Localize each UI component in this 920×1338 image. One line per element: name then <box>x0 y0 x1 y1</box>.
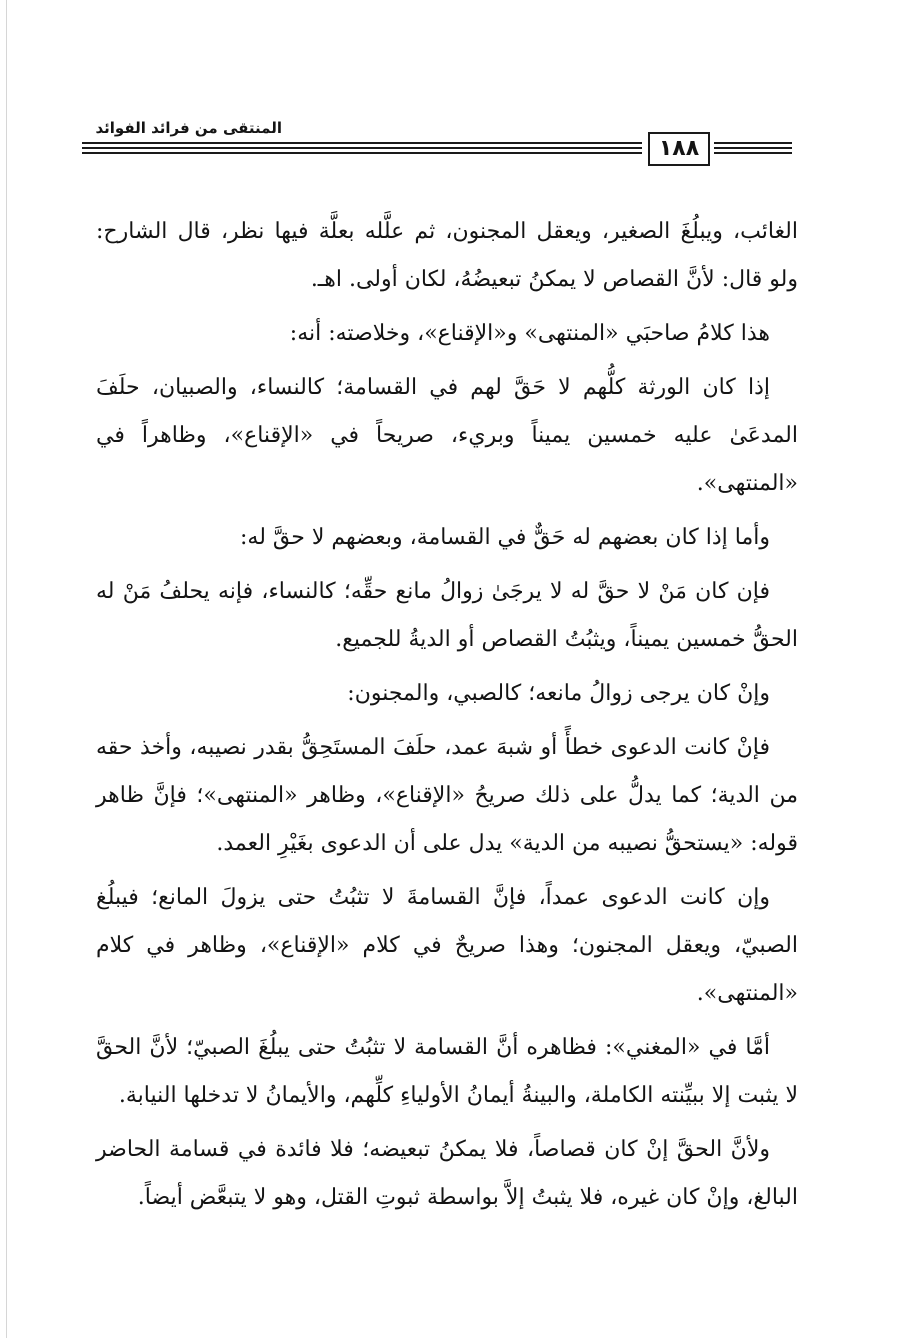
header-rule <box>714 142 792 144</box>
paragraph: إذا كان الورثة كلُّهم لا حَقَّ لهم في القسامة؛ كالنساء، والصبيان، حلَفَ المدعَىٰ عليه خمسين يميناً وبريء، صريحاً في «الإقناع»، وظاهراً في «المنتهى». <box>96 375 798 496</box>
paragraph: فإن كان مَنْ لا حقَّ له لا يرجَىٰ زوالُ مانع حقِّه؛ كالنساء، فإنه يحلفُ مَنْ له الحقُّ خمسين يميناً، ويثبُتُ القصاص أو الديةُ للجميع. <box>96 579 798 652</box>
running-title: المنتقى من فرائد الفوائد <box>95 119 282 137</box>
paragraph: أمَّا في «المغني»: فظاهره أنَّ القسامة لا تثبُتُ حتى يبلُغَ الصبيّ؛ لأنَّ الحقَّ لا يثبت إلا ببيِّنته الكاملة، والبينةُ أيمانُ الأولياءِ كلِّهم، والأيمانُ لا تدخلها النيابة. <box>96 1035 798 1108</box>
paragraph: وإن كانت الدعوى عمداً، فإنَّ القسامةَ لا تثبُتُ حتى يزولَ المانع؛ فيبلُغ الصبيّ، ويعقل المجنون؛ وهذا صريحٌ في كلام «الإقناع»، وظاهر في كلام «المنتهى». <box>96 885 798 1006</box>
paragraph: هذا كلامُ صاحبَي «المنتهى» و«الإقناع»، وخلاصته: أنه: <box>289 321 770 346</box>
paragraph: فإنْ كانت الدعوى خطأً أو شبهَ عمد، حلَفَ المستَحِقُّ بقدر نصيبه، وأخذ حقه من الدية؛ كما يدلُّ على ذلك صريحُ «الإقناع»، وظاهر «المنتهى»؛ فإنَّ ظاهر قوله: «يستحقُّ نصيبه من الدية» يدل على أن الدعوى بغَيْرِ العمد. <box>96 735 798 856</box>
header-rule <box>82 152 642 154</box>
body-text <box>96 208 798 1228</box>
header-rule <box>714 152 792 154</box>
paragraph: ولأنَّ الحقَّ إنْ كان قصاصاً، فلا يمكنُ تبعيضه؛ فلا فائدة في قسامة الحاضر البالغ، وإنْ كان غيره، فلا يثبتُ إلاَّ بواسطة ثبوتِ القتل، وهو لا يتبعَّض أيضاً. <box>96 1137 798 1210</box>
page-edge-line <box>6 0 7 1338</box>
paragraph: الغائب، ويبلُغَ الصغير، ويعقل المجنون، ثم علَّله بعلَّة فيها نظر، قال الشارح: ولو قال: لأنَّ القصاص لا يمكنُ تبعيضُهُ، لكان أولى. اهـ. <box>96 219 798 292</box>
paragraph: وإنْ كان يرجى زوالُ مانعه؛ كالصبي، والمجنون: <box>347 681 770 706</box>
header-rule <box>82 142 642 144</box>
page-header <box>0 0 920 180</box>
header-rule <box>714 147 792 149</box>
paragraph: وأما إذا كان بعضهم له حَقٌّ في القسامة، وبعضهم لا حقَّ له: <box>240 525 770 550</box>
header-rule <box>82 147 642 149</box>
page-number: ١٨٨ <box>648 132 710 166</box>
